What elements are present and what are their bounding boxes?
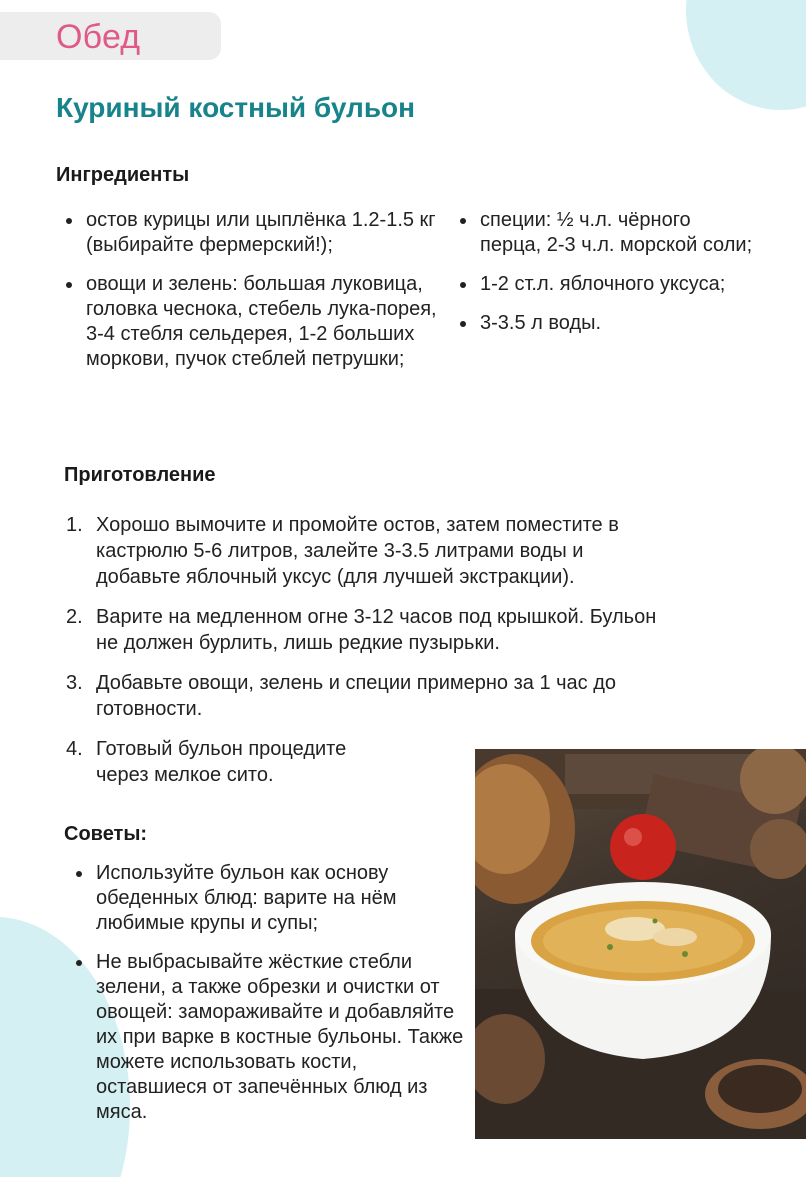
step-text: Готовый бульон процедите через мелкое сито. [96, 738, 347, 786]
recipe-title: Куриный костный бульон [56, 92, 416, 123]
soup-bowl-photo [475, 749, 806, 1139]
step-item [66, 736, 386, 788]
step-number: 3. [66, 672, 83, 694]
step-text: Варите на медленном огне 3-12 часов под крышкой. Бульон не должен бурлить, лишь редкие пузырьки. [96, 606, 657, 654]
step-item [66, 512, 671, 590]
ingredients-list-right [456, 208, 756, 350]
step-number: 2. [66, 606, 83, 628]
step-item [66, 604, 671, 656]
step-text: Добавьте овощи, зелень и специи примерно за 1 час до готовности. [96, 672, 617, 720]
decorative-blob-top [686, 0, 806, 110]
preparation-heading: Приготовление [64, 464, 216, 486]
ingredients-heading: Ингредиенты [56, 164, 190, 186]
ingredients-list-left [62, 208, 447, 386]
step-number: 4. [66, 738, 83, 760]
list-item: остов курицы или цыплёнка 1.2-1.5 кг (выбирайте фермерский!); [62, 208, 447, 258]
list-item: 3-3.5 л воды. [456, 311, 756, 336]
tips-heading: Советы: [64, 823, 148, 845]
section-label: Обед [56, 18, 141, 56]
step-number: 1. [66, 514, 83, 536]
list-item: специи: ½ ч.л. чёрного перца, 2-3 ч.л. морской соли; [456, 208, 756, 258]
list-item: 1-2 ст.л. яблочного уксуса; [456, 272, 756, 297]
list-item: овощи и зелень: большая луковица, головка чеснока, стебель лука-порея, 3-4 стебля сельдерея, 1-2 больших моркови, пучок стеблей петрушки; [62, 272, 447, 372]
section-tag [0, 12, 221, 60]
step-text: Хорошо вымочите и промойте остов, затем поместите в кастрюлю 5-6 литров, залейте 3-3.5 литрами воды и добавьте яблочный уксус (для лучшей экстракции). [96, 514, 619, 588]
list-item: Используйте бульон как основу обеденных блюд: варите на нём любимые крупы и супы; [72, 861, 467, 936]
step-item [66, 670, 671, 722]
list-item: Не выбрасывайте жёсткие стебли зелени, а также обрезки и очистки от овощей: замораживайте и добавляйте их при варке в костные бульоны. Также можете использовать кости, оставшиеся от запечённых блюд из мяса. [72, 950, 467, 1125]
tips-list [72, 861, 467, 1139]
soup-bowl-illustration [475, 749, 806, 1139]
